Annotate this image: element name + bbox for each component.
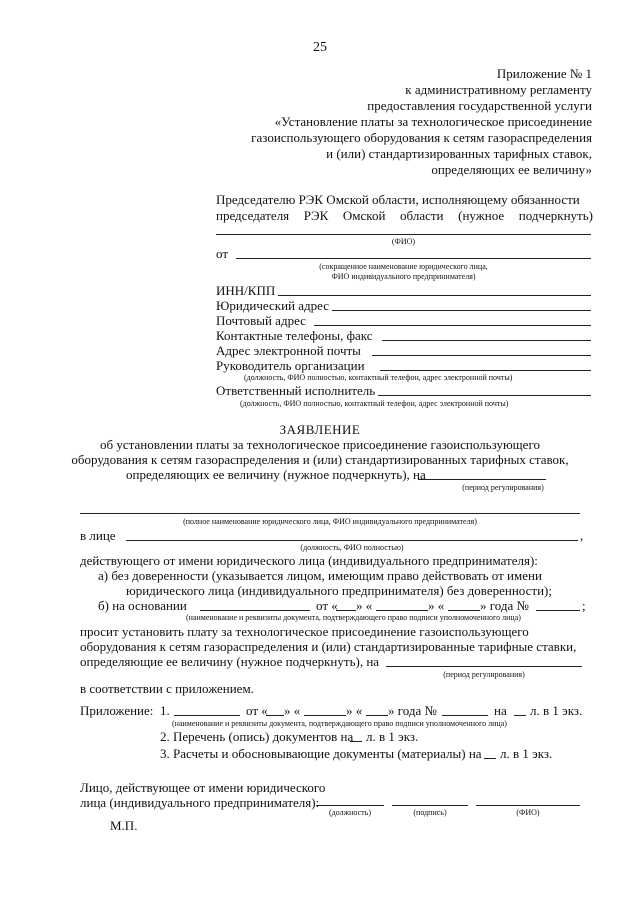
option-b-year-label: » года № [480,598,529,613]
in-person-line[interactable] [126,540,578,541]
request-line-3: определяющие ее величину (нужное подчеркнуть), на [80,654,380,669]
head-label: Руководитель организации [216,358,365,373]
request-line-1: просит установить плату за технологическое присоединение газоиспользующего [80,624,529,639]
option-b-number-line[interactable] [536,610,580,611]
signature-position-line[interactable] [316,805,384,806]
signature-position-caption: (должность) [329,808,371,817]
attachment-1-number-line[interactable] [442,715,488,716]
ot-label: от [216,246,229,261]
head-line[interactable] [380,370,591,371]
attachment-3-text: 3. Расчеты и обосновывающие документы (материалы) на [160,746,482,761]
executor-caption: (должность, ФИО полностью, контактный телефон, адрес электронной почты) [240,399,509,408]
in-person-caption: (должность, ФИО полностью) [300,543,404,552]
in-person-label: в лице [80,528,116,543]
email-label: Адрес электронной почты [216,343,361,358]
fio-caption: (ФИО) [391,237,416,246]
option-a-line-2: юридического лица (индивидуального предпринимателя) без доверенности); [126,583,552,598]
according-text: в соответствии с приложением. [80,681,254,696]
in-person-comma: , [580,528,584,543]
option-b-q2: » « [428,598,445,613]
appendix-line-1: Приложение № 1 [496,66,592,81]
phones-line[interactable] [382,340,591,341]
signature-fio-caption: (ФИО) [516,808,540,817]
attachment-1-end: л. в 1 экз. [530,703,583,718]
attachment-1-month-line[interactable] [304,715,346,716]
signature-sign-line[interactable] [392,805,468,806]
appendix-line-4: «Установление платы за технологическое присоединение [274,114,592,129]
option-b-ot: от « [316,598,338,613]
option-b-day-line[interactable] [336,610,356,611]
option-b-caption: (наименование и реквизиты документа, подтверждающего право подписи уполномоченного лица) [186,613,521,622]
request-line-2: оборудования к сетям газораспределения и (или) стандартизированные тарифные ставки, [80,639,577,654]
statement-title: ЗАЯВЛЕНИЕ [279,422,361,437]
option-b-end: ; [582,598,586,613]
attachment-1-q2: » « [346,703,363,718]
attachment-1-caption: (наименование и реквизиты документа, подтверждающего право подписи уполномоченного лица) [172,719,507,728]
signature-sign-caption: (подпись) [413,808,447,817]
attachment-1-number: 1. [160,703,170,718]
email-line[interactable] [372,355,591,356]
stamp-label: М.П. [110,818,138,833]
appendix-line-5: газоиспользующего оборудования к сетям газораспределения [251,130,592,145]
attachment-2-end: л. в 1 экз. [366,729,419,744]
inn-line[interactable] [278,295,591,296]
fullname-line[interactable] [80,513,580,514]
statement-sub-3: определяющих ее величину (нужное подчеркнуть), на [126,467,426,482]
attachment-1-day-line[interactable] [266,715,284,716]
legal-address-line[interactable] [332,310,591,311]
addressee-line-1: Председателю РЭК Омской области, исполняющему обязанности [216,192,580,207]
attachment-2-pages-line[interactable] [350,741,362,742]
ot-caption-2: ФИО индивидуального предпринимателя) [331,272,476,281]
ot-caption-1: (сокращенное наименование юридического лица, [319,262,488,271]
appendix-line-3: предоставления государственной услуги [367,98,592,113]
attachment-3-end: л. в 1 экз. [500,746,553,761]
signature-fio-line[interactable] [476,805,580,806]
postal-address-line[interactable] [314,325,591,326]
page-number: 25 [313,40,327,55]
attachment-2-text: 2. Перечень (опись) документов на [160,729,354,744]
request-period-line[interactable] [386,666,582,667]
attachment-1-q1: » « [284,703,301,718]
attachment-1-year-label: » года № [388,703,437,718]
addressee-line-2: председателя РЭК Омской области (нужное подчеркнуть) [216,208,593,223]
executor-label: Ответственный исполнитель [216,383,376,398]
statement-sub-2: оборудования к сетям газораспределения и (или) стандартизированных тарифных ставок, [71,452,569,467]
phones-label: Контактные телефоны, факс [216,328,373,343]
option-a-line-1: а) без доверенности (указывается лицом, имеющим право действовать от имени [98,568,542,583]
fio-line[interactable] [216,234,591,235]
attachments-label: Приложение: [80,703,154,718]
executor-line[interactable] [378,395,591,396]
statement-period-line[interactable] [418,479,546,480]
statement-period-caption: (период регулирования) [462,483,544,492]
option-b-doc-line[interactable] [200,610,310,611]
head-caption: (должность, ФИО полностью, контактный телефон, адрес электронной почты) [244,373,513,382]
signature-text-2: лица (индивидуального предпринимателя): [80,795,320,810]
attachment-1-year-line[interactable] [366,715,388,716]
ot-line[interactable] [236,258,591,259]
postal-address-label: Почтовый адрес [216,313,306,328]
attachment-1-na: на [494,703,507,718]
attachment-1-pages-line[interactable] [514,715,526,716]
appendix-line-7: определяющих ее величину» [431,162,592,177]
inn-label: ИНН/КПП [216,283,276,298]
attachment-1-ot: от « [246,703,268,718]
appendix-line-6: и (или) стандартизированных тарифных ставок, [326,146,592,161]
option-b-q1: » « [356,598,373,613]
option-b-label: б) на основании [98,598,187,613]
signature-text-1: Лицо, действующее от имени юридического [80,780,326,795]
option-b-year-line[interactable] [448,610,480,611]
fullname-caption: (полное наименование юридического лица, ФИО индивидуального предпринимателя) [183,517,477,526]
appendix-line-2: к административному регламенту [405,82,592,97]
acting-text: действующего от имени юридического лица (индивидуального предпринимателя): [80,553,538,568]
statement-sub-1: об установлении платы за технологическое присоединение газоиспользующего [100,437,540,452]
attachment-3-pages-line[interactable] [484,758,496,759]
legal-address-label: Юридический адрес [216,298,330,313]
attachment-1-doc-line[interactable] [174,715,240,716]
option-b-month-line[interactable] [376,610,428,611]
request-period-caption: (период регулирования) [443,670,525,679]
